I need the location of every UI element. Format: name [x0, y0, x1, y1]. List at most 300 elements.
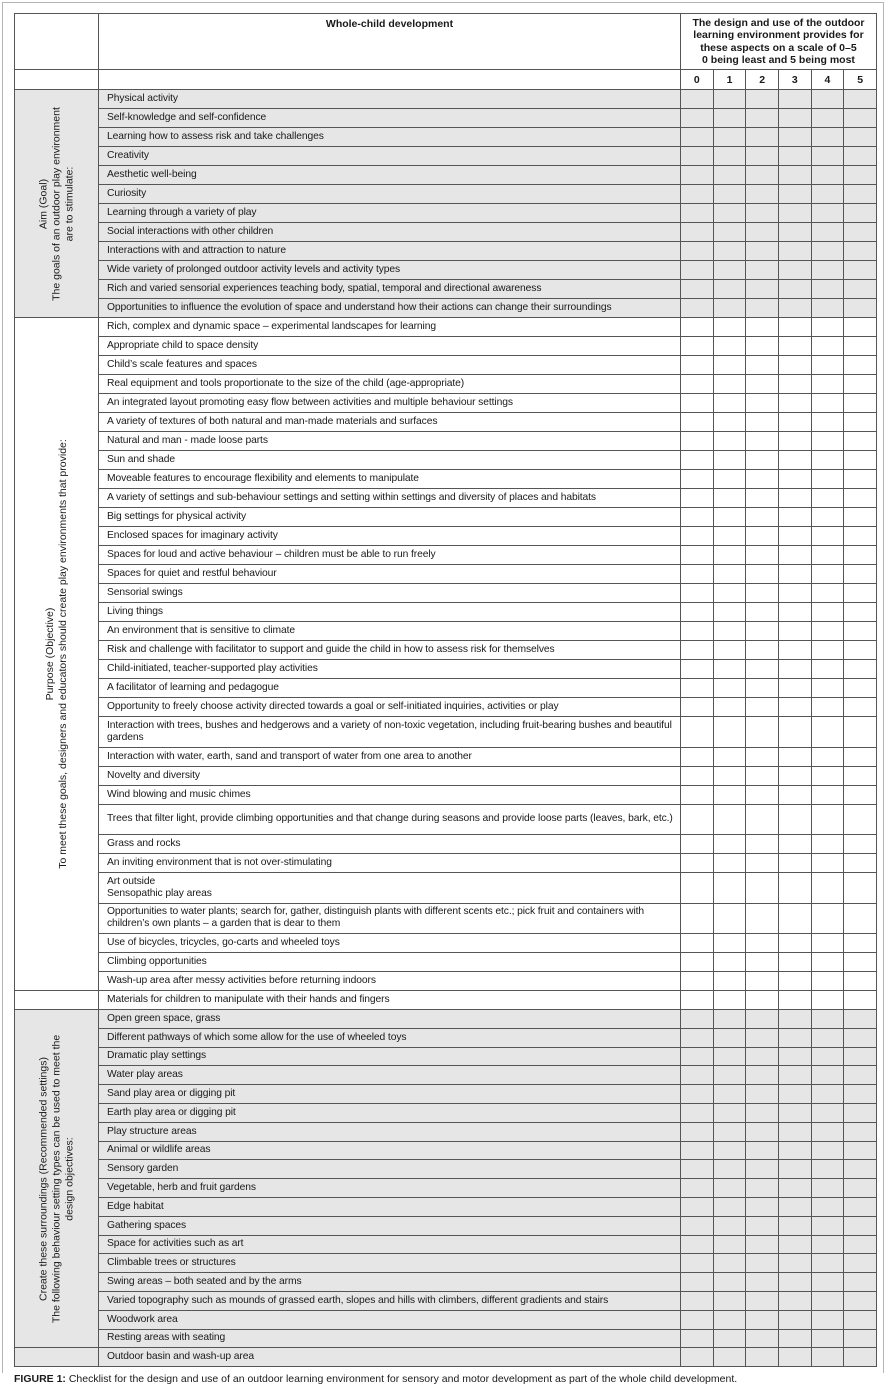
- score-cell-5[interactable]: [844, 1235, 877, 1254]
- score-cell-2[interactable]: [746, 972, 779, 991]
- score-cell-1[interactable]: [713, 470, 746, 489]
- score-cell-0[interactable]: [681, 1348, 714, 1367]
- score-cell-2[interactable]: [746, 546, 779, 565]
- score-cell-5[interactable]: [844, 128, 877, 147]
- score-cell-0[interactable]: [681, 470, 714, 489]
- score-cell-3[interactable]: [778, 223, 811, 242]
- score-cell-5[interactable]: [844, 413, 877, 432]
- score-cell-0[interactable]: [681, 489, 714, 508]
- score-cell-1[interactable]: [713, 318, 746, 337]
- score-cell-0[interactable]: [681, 565, 714, 584]
- score-cell-0[interactable]: [681, 1160, 714, 1179]
- score-cell-3[interactable]: [778, 698, 811, 717]
- score-cell-4[interactable]: [811, 147, 844, 166]
- score-cell-0[interactable]: [681, 1291, 714, 1310]
- score-cell-5[interactable]: [844, 747, 877, 766]
- score-cell-0[interactable]: [681, 147, 714, 166]
- score-cell-3[interactable]: [778, 204, 811, 223]
- score-cell-5[interactable]: [844, 603, 877, 622]
- score-cell-5[interactable]: [844, 660, 877, 679]
- score-cell-5[interactable]: [844, 546, 877, 565]
- score-cell-4[interactable]: [811, 972, 844, 991]
- score-cell-1[interactable]: [713, 972, 746, 991]
- score-cell-1[interactable]: [713, 185, 746, 204]
- score-cell-4[interactable]: [811, 128, 844, 147]
- score-cell-5[interactable]: [844, 204, 877, 223]
- score-cell-1[interactable]: [713, 1254, 746, 1273]
- score-cell-5[interactable]: [844, 1291, 877, 1310]
- score-cell-2[interactable]: [746, 766, 779, 785]
- score-cell-3[interactable]: [778, 1254, 811, 1273]
- score-cell-1[interactable]: [713, 1216, 746, 1235]
- score-cell-3[interactable]: [778, 873, 811, 904]
- score-cell-0[interactable]: [681, 603, 714, 622]
- score-cell-3[interactable]: [778, 766, 811, 785]
- score-cell-2[interactable]: [746, 432, 779, 451]
- score-cell-0[interactable]: [681, 223, 714, 242]
- score-cell-3[interactable]: [778, 489, 811, 508]
- score-cell-2[interactable]: [746, 242, 779, 261]
- score-cell-5[interactable]: [844, 641, 877, 660]
- score-cell-5[interactable]: [844, 1141, 877, 1160]
- score-cell-3[interactable]: [778, 185, 811, 204]
- score-cell-5[interactable]: [844, 489, 877, 508]
- score-cell-2[interactable]: [746, 835, 779, 854]
- score-cell-1[interactable]: [713, 953, 746, 972]
- score-cell-0[interactable]: [681, 1273, 714, 1292]
- score-cell-5[interactable]: [844, 1197, 877, 1216]
- score-cell-0[interactable]: [681, 394, 714, 413]
- score-cell-3[interactable]: [778, 1028, 811, 1047]
- score-cell-3[interactable]: [778, 565, 811, 584]
- score-cell-2[interactable]: [746, 109, 779, 128]
- score-cell-0[interactable]: [681, 109, 714, 128]
- score-cell-4[interactable]: [811, 1216, 844, 1235]
- score-cell-4[interactable]: [811, 854, 844, 873]
- score-cell-2[interactable]: [746, 1291, 779, 1310]
- score-cell-5[interactable]: [844, 785, 877, 804]
- score-cell-5[interactable]: [844, 90, 877, 109]
- score-cell-3[interactable]: [778, 470, 811, 489]
- score-cell-5[interactable]: [844, 717, 877, 748]
- score-cell-4[interactable]: [811, 527, 844, 546]
- score-cell-5[interactable]: [844, 451, 877, 470]
- score-cell-2[interactable]: [746, 698, 779, 717]
- score-cell-1[interactable]: [713, 280, 746, 299]
- score-cell-3[interactable]: [778, 1160, 811, 1179]
- score-cell-1[interactable]: [713, 934, 746, 953]
- score-cell-0[interactable]: [681, 873, 714, 904]
- score-cell-4[interactable]: [811, 166, 844, 185]
- score-cell-1[interactable]: [713, 991, 746, 1010]
- score-cell-4[interactable]: [811, 204, 844, 223]
- score-cell-3[interactable]: [778, 1197, 811, 1216]
- score-cell-1[interactable]: [713, 873, 746, 904]
- score-cell-1[interactable]: [713, 1122, 746, 1141]
- score-cell-2[interactable]: [746, 280, 779, 299]
- score-cell-2[interactable]: [746, 1273, 779, 1292]
- score-cell-1[interactable]: [713, 1348, 746, 1367]
- score-cell-1[interactable]: [713, 299, 746, 318]
- score-cell-4[interactable]: [811, 1066, 844, 1085]
- score-cell-2[interactable]: [746, 204, 779, 223]
- score-cell-5[interactable]: [844, 679, 877, 698]
- score-cell-0[interactable]: [681, 785, 714, 804]
- score-cell-1[interactable]: [713, 1160, 746, 1179]
- score-cell-3[interactable]: [778, 432, 811, 451]
- score-cell-0[interactable]: [681, 679, 714, 698]
- score-cell-3[interactable]: [778, 1216, 811, 1235]
- score-cell-4[interactable]: [811, 109, 844, 128]
- score-cell-5[interactable]: [844, 109, 877, 128]
- score-cell-1[interactable]: [713, 1010, 746, 1029]
- score-cell-5[interactable]: [844, 854, 877, 873]
- score-cell-4[interactable]: [811, 679, 844, 698]
- score-cell-2[interactable]: [746, 1122, 779, 1141]
- score-cell-1[interactable]: [713, 147, 746, 166]
- score-cell-0[interactable]: [681, 584, 714, 603]
- score-cell-3[interactable]: [778, 413, 811, 432]
- score-cell-1[interactable]: [713, 90, 746, 109]
- score-cell-5[interactable]: [844, 1216, 877, 1235]
- score-cell-1[interactable]: [713, 337, 746, 356]
- score-cell-5[interactable]: [844, 508, 877, 527]
- score-cell-4[interactable]: [811, 698, 844, 717]
- score-cell-5[interactable]: [844, 1103, 877, 1122]
- score-cell-1[interactable]: [713, 489, 746, 508]
- score-cell-1[interactable]: [713, 375, 746, 394]
- score-cell-2[interactable]: [746, 451, 779, 470]
- score-cell-3[interactable]: [778, 147, 811, 166]
- score-cell-3[interactable]: [778, 584, 811, 603]
- score-cell-0[interactable]: [681, 717, 714, 748]
- score-cell-3[interactable]: [778, 546, 811, 565]
- score-cell-5[interactable]: [844, 1066, 877, 1085]
- score-cell-0[interactable]: [681, 413, 714, 432]
- score-cell-4[interactable]: [811, 1291, 844, 1310]
- score-cell-1[interactable]: [713, 1047, 746, 1066]
- score-cell-4[interactable]: [811, 903, 844, 934]
- score-cell-0[interactable]: [681, 1197, 714, 1216]
- score-cell-4[interactable]: [811, 318, 844, 337]
- score-cell-1[interactable]: [713, 1028, 746, 1047]
- score-cell-4[interactable]: [811, 1085, 844, 1104]
- score-cell-3[interactable]: [778, 679, 811, 698]
- score-cell-1[interactable]: [713, 584, 746, 603]
- score-cell-2[interactable]: [746, 223, 779, 242]
- score-cell-1[interactable]: [713, 508, 746, 527]
- score-cell-4[interactable]: [811, 1254, 844, 1273]
- score-cell-2[interactable]: [746, 1160, 779, 1179]
- score-cell-3[interactable]: [778, 1010, 811, 1029]
- score-cell-4[interactable]: [811, 1329, 844, 1348]
- score-cell-2[interactable]: [746, 1103, 779, 1122]
- score-cell-2[interactable]: [746, 166, 779, 185]
- score-cell-3[interactable]: [778, 451, 811, 470]
- score-cell-5[interactable]: [844, 432, 877, 451]
- score-cell-2[interactable]: [746, 527, 779, 546]
- score-cell-5[interactable]: [844, 1160, 877, 1179]
- score-cell-4[interactable]: [811, 565, 844, 584]
- score-cell-0[interactable]: [681, 242, 714, 261]
- score-cell-0[interactable]: [681, 622, 714, 641]
- score-cell-4[interactable]: [811, 375, 844, 394]
- score-cell-2[interactable]: [746, 489, 779, 508]
- score-cell-4[interactable]: [811, 261, 844, 280]
- score-cell-4[interactable]: [811, 394, 844, 413]
- score-cell-2[interactable]: [746, 584, 779, 603]
- score-cell-3[interactable]: [778, 835, 811, 854]
- score-cell-0[interactable]: [681, 375, 714, 394]
- score-cell-2[interactable]: [746, 90, 779, 109]
- score-cell-1[interactable]: [713, 785, 746, 804]
- score-cell-0[interactable]: [681, 1310, 714, 1329]
- score-cell-2[interactable]: [746, 622, 779, 641]
- score-cell-3[interactable]: [778, 903, 811, 934]
- score-cell-3[interactable]: [778, 1291, 811, 1310]
- score-cell-1[interactable]: [713, 527, 746, 546]
- score-cell-0[interactable]: [681, 903, 714, 934]
- score-cell-4[interactable]: [811, 873, 844, 904]
- score-cell-2[interactable]: [746, 785, 779, 804]
- score-cell-0[interactable]: [681, 1179, 714, 1198]
- score-cell-0[interactable]: [681, 1254, 714, 1273]
- score-cell-1[interactable]: [713, 660, 746, 679]
- score-cell-5[interactable]: [844, 873, 877, 904]
- score-cell-5[interactable]: [844, 698, 877, 717]
- score-cell-1[interactable]: [713, 1103, 746, 1122]
- score-cell-2[interactable]: [746, 128, 779, 147]
- score-cell-0[interactable]: [681, 854, 714, 873]
- score-cell-5[interactable]: [844, 261, 877, 280]
- score-cell-2[interactable]: [746, 1235, 779, 1254]
- score-cell-5[interactable]: [844, 766, 877, 785]
- score-cell-0[interactable]: [681, 299, 714, 318]
- score-cell-4[interactable]: [811, 747, 844, 766]
- score-cell-2[interactable]: [746, 1348, 779, 1367]
- score-cell-4[interactable]: [811, 1197, 844, 1216]
- score-cell-5[interactable]: [844, 953, 877, 972]
- score-cell-1[interactable]: [713, 394, 746, 413]
- score-cell-4[interactable]: [811, 90, 844, 109]
- score-cell-0[interactable]: [681, 261, 714, 280]
- score-cell-5[interactable]: [844, 356, 877, 375]
- score-cell-4[interactable]: [811, 546, 844, 565]
- score-cell-0[interactable]: [681, 1047, 714, 1066]
- score-cell-5[interactable]: [844, 280, 877, 299]
- score-cell-5[interactable]: [844, 622, 877, 641]
- score-cell-3[interactable]: [778, 90, 811, 109]
- score-cell-2[interactable]: [746, 1216, 779, 1235]
- score-cell-5[interactable]: [844, 470, 877, 489]
- score-cell-3[interactable]: [778, 299, 811, 318]
- score-cell-3[interactable]: [778, 785, 811, 804]
- score-cell-1[interactable]: [713, 261, 746, 280]
- score-cell-5[interactable]: [844, 934, 877, 953]
- score-cell-1[interactable]: [713, 1085, 746, 1104]
- score-cell-5[interactable]: [844, 584, 877, 603]
- score-cell-5[interactable]: [844, 185, 877, 204]
- score-cell-1[interactable]: [713, 622, 746, 641]
- score-cell-2[interactable]: [746, 903, 779, 934]
- score-cell-4[interactable]: [811, 1273, 844, 1292]
- score-cell-2[interactable]: [746, 873, 779, 904]
- score-cell-0[interactable]: [681, 747, 714, 766]
- score-cell-5[interactable]: [844, 835, 877, 854]
- score-cell-1[interactable]: [713, 1066, 746, 1085]
- score-cell-2[interactable]: [746, 1028, 779, 1047]
- score-cell-0[interactable]: [681, 1141, 714, 1160]
- score-cell-0[interactable]: [681, 185, 714, 204]
- score-cell-3[interactable]: [778, 747, 811, 766]
- score-cell-4[interactable]: [811, 1348, 844, 1367]
- score-cell-4[interactable]: [811, 953, 844, 972]
- score-cell-0[interactable]: [681, 641, 714, 660]
- score-cell-2[interactable]: [746, 804, 779, 835]
- score-cell-5[interactable]: [844, 527, 877, 546]
- score-cell-2[interactable]: [746, 565, 779, 584]
- score-cell-1[interactable]: [713, 204, 746, 223]
- score-cell-2[interactable]: [746, 660, 779, 679]
- score-cell-0[interactable]: [681, 546, 714, 565]
- score-cell-5[interactable]: [844, 1310, 877, 1329]
- score-cell-2[interactable]: [746, 1066, 779, 1085]
- score-cell-2[interactable]: [746, 641, 779, 660]
- score-cell-0[interactable]: [681, 90, 714, 109]
- score-cell-1[interactable]: [713, 223, 746, 242]
- score-cell-2[interactable]: [746, 717, 779, 748]
- score-cell-2[interactable]: [746, 953, 779, 972]
- score-cell-1[interactable]: [713, 128, 746, 147]
- score-cell-3[interactable]: [778, 1179, 811, 1198]
- score-cell-4[interactable]: [811, 299, 844, 318]
- score-cell-5[interactable]: [844, 1179, 877, 1198]
- score-cell-0[interactable]: [681, 356, 714, 375]
- score-cell-2[interactable]: [746, 603, 779, 622]
- score-cell-0[interactable]: [681, 1329, 714, 1348]
- score-cell-1[interactable]: [713, 356, 746, 375]
- score-cell-4[interactable]: [811, 1310, 844, 1329]
- score-cell-4[interactable]: [811, 1122, 844, 1141]
- score-cell-0[interactable]: [681, 1216, 714, 1235]
- score-cell-5[interactable]: [844, 375, 877, 394]
- score-cell-3[interactable]: [778, 1310, 811, 1329]
- score-cell-5[interactable]: [844, 337, 877, 356]
- score-cell-0[interactable]: [681, 451, 714, 470]
- score-cell-4[interactable]: [811, 1235, 844, 1254]
- score-cell-2[interactable]: [746, 261, 779, 280]
- score-cell-3[interactable]: [778, 622, 811, 641]
- score-cell-4[interactable]: [811, 508, 844, 527]
- score-cell-1[interactable]: [713, 1273, 746, 1292]
- score-cell-0[interactable]: [681, 128, 714, 147]
- score-cell-3[interactable]: [778, 1348, 811, 1367]
- score-cell-4[interactable]: [811, 1141, 844, 1160]
- score-cell-1[interactable]: [713, 766, 746, 785]
- score-cell-1[interactable]: [713, 903, 746, 934]
- score-cell-0[interactable]: [681, 991, 714, 1010]
- score-cell-1[interactable]: [713, 641, 746, 660]
- score-cell-3[interactable]: [778, 508, 811, 527]
- score-cell-2[interactable]: [746, 337, 779, 356]
- score-cell-1[interactable]: [713, 1291, 746, 1310]
- score-cell-4[interactable]: [811, 1179, 844, 1198]
- score-cell-5[interactable]: [844, 1348, 877, 1367]
- score-cell-5[interactable]: [844, 1122, 877, 1141]
- score-cell-5[interactable]: [844, 1273, 877, 1292]
- score-cell-3[interactable]: [778, 242, 811, 261]
- score-cell-3[interactable]: [778, 603, 811, 622]
- score-cell-1[interactable]: [713, 451, 746, 470]
- score-cell-1[interactable]: [713, 679, 746, 698]
- score-cell-0[interactable]: [681, 953, 714, 972]
- score-cell-2[interactable]: [746, 356, 779, 375]
- score-cell-3[interactable]: [778, 804, 811, 835]
- score-cell-1[interactable]: [713, 603, 746, 622]
- score-cell-3[interactable]: [778, 109, 811, 128]
- score-cell-4[interactable]: [811, 1010, 844, 1029]
- score-cell-1[interactable]: [713, 1310, 746, 1329]
- score-cell-4[interactable]: [811, 413, 844, 432]
- score-cell-4[interactable]: [811, 717, 844, 748]
- score-cell-1[interactable]: [713, 717, 746, 748]
- score-cell-5[interactable]: [844, 1047, 877, 1066]
- score-cell-3[interactable]: [778, 854, 811, 873]
- score-cell-0[interactable]: [681, 280, 714, 299]
- score-cell-3[interactable]: [778, 261, 811, 280]
- score-cell-0[interactable]: [681, 204, 714, 223]
- score-cell-4[interactable]: [811, 1047, 844, 1066]
- score-cell-5[interactable]: [844, 147, 877, 166]
- score-cell-5[interactable]: [844, 1010, 877, 1029]
- score-cell-3[interactable]: [778, 1085, 811, 1104]
- score-cell-2[interactable]: [746, 934, 779, 953]
- score-cell-3[interactable]: [778, 934, 811, 953]
- score-cell-2[interactable]: [746, 1310, 779, 1329]
- score-cell-4[interactable]: [811, 934, 844, 953]
- score-cell-5[interactable]: [844, 565, 877, 584]
- score-cell-0[interactable]: [681, 804, 714, 835]
- score-cell-0[interactable]: [681, 1085, 714, 1104]
- score-cell-4[interactable]: [811, 1103, 844, 1122]
- score-cell-4[interactable]: [811, 451, 844, 470]
- score-cell-2[interactable]: [746, 1254, 779, 1273]
- score-cell-5[interactable]: [844, 394, 877, 413]
- score-cell-3[interactable]: [778, 1141, 811, 1160]
- score-cell-5[interactable]: [844, 223, 877, 242]
- score-cell-3[interactable]: [778, 356, 811, 375]
- score-cell-4[interactable]: [811, 641, 844, 660]
- score-cell-0[interactable]: [681, 432, 714, 451]
- score-cell-5[interactable]: [844, 903, 877, 934]
- score-cell-2[interactable]: [746, 854, 779, 873]
- score-cell-0[interactable]: [681, 1235, 714, 1254]
- score-cell-4[interactable]: [811, 660, 844, 679]
- score-cell-2[interactable]: [746, 1329, 779, 1348]
- score-cell-3[interactable]: [778, 972, 811, 991]
- score-cell-3[interactable]: [778, 527, 811, 546]
- score-cell-2[interactable]: [746, 318, 779, 337]
- score-cell-2[interactable]: [746, 1197, 779, 1216]
- score-cell-3[interactable]: [778, 1066, 811, 1085]
- score-cell-0[interactable]: [681, 1010, 714, 1029]
- score-cell-3[interactable]: [778, 318, 811, 337]
- score-cell-3[interactable]: [778, 166, 811, 185]
- score-cell-4[interactable]: [811, 280, 844, 299]
- score-cell-2[interactable]: [746, 1010, 779, 1029]
- score-cell-2[interactable]: [746, 394, 779, 413]
- score-cell-1[interactable]: [713, 1235, 746, 1254]
